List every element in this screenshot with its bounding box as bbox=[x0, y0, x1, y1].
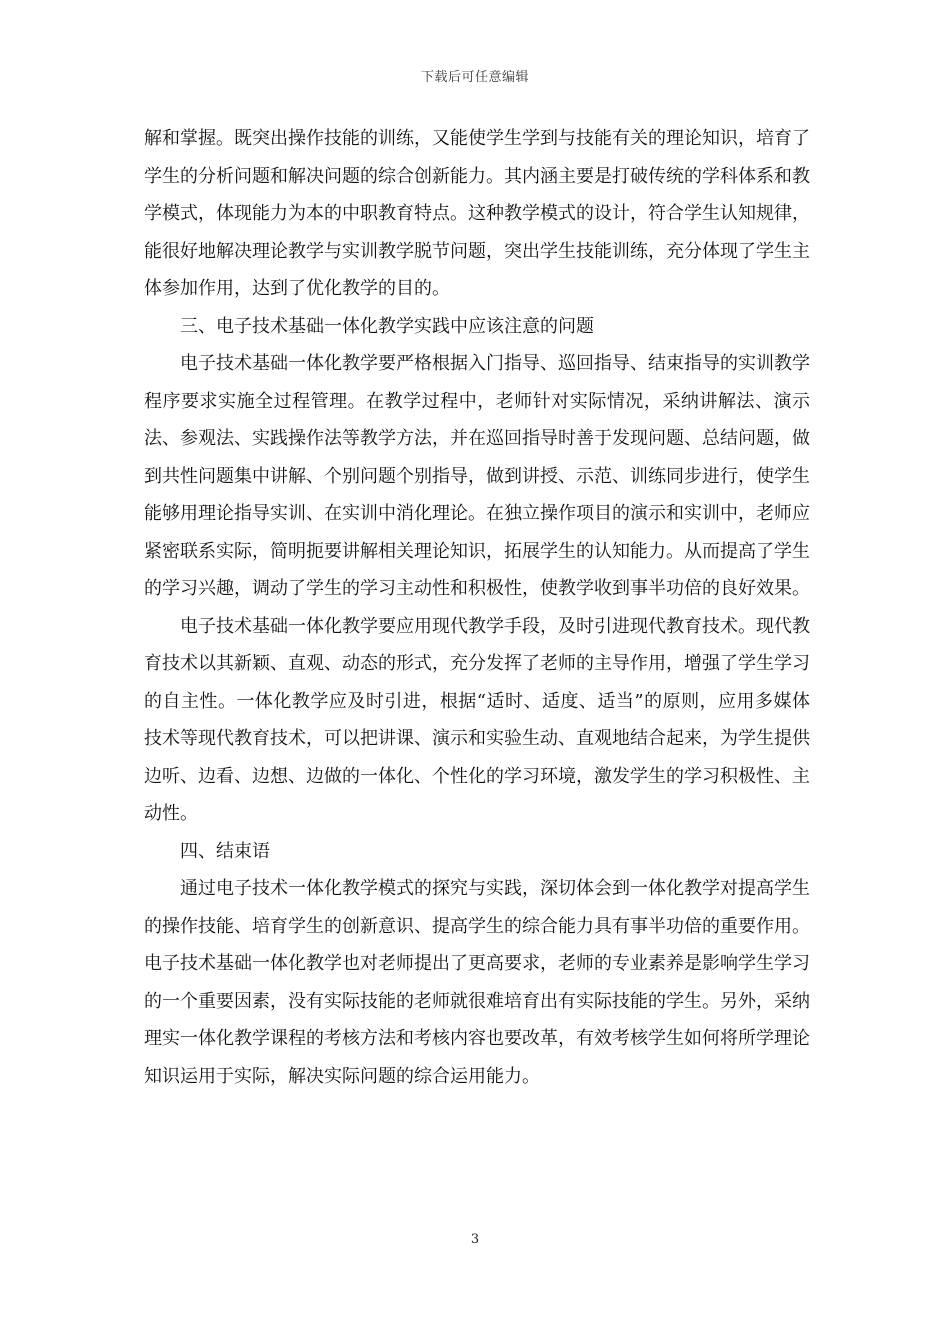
section-heading-3: 三、电子技术基础一体化教学实践中应该注意的问题 bbox=[180, 315, 594, 337]
paragraph-modern-technology: 电子技术基础一体化教学要应用现代教学手段，及时引进现代教育技术。现代教育技术以其新颖、直观、动态的形式，充分发挥了老师的主导作用，增强了学生学习的自主性。一体化教学应及时引进，根据“适时、适度、适当”的原则，应用多媒体技术等现代教育技术，可以把讲课、演示和实验生动、直观地结合起来，为学生提供边听、边看、边想、边做的一体化、个性化的学习环境，激发学生的学习积极性、主动性。 bbox=[144, 615, 810, 824]
document-body bbox=[144, 120, 810, 1095]
page-header: 下载后可任意编辑 bbox=[420, 70, 529, 85]
page-number: 3 bbox=[470, 1232, 480, 1247]
paragraph-implementation: 电子技术基础一体化教学要严格根据入门指导、巡回指导、结束指导的实训教学程序要求实施全过程管理。在教学过程中，老师针对实际情况，采纳讲解法、演示法、参观法、实践操作法等教学方法，并在巡回指导时善于发现问题、总结问题，做到共性问题集中讲解、个别问题个别指导，做到讲授、示范、训练同步进行，使学生能够用理论指导实训、在实训中消化理论。在独立操作项目的演示和实训中，老师应紧密联系实际，简明扼要讲解相关理论知识，拓展学生的认知能力。从而提高了学生的学习兴趣，调动了学生的学习主动性和积极性，使教学收到事半功倍的良好效果。 bbox=[144, 353, 810, 599]
paragraph-conclusion: 通过电子技术一体化教学模式的探究与实践，深切体会到一体化教学对提高学生的操作技能、培育学生的创新意识、提高学生的综合能力具有事半功倍的重要作用。电子技术基础一体化教学也对老师提出了更高要求，老师的专业素养是影响学生学习的一个重要因素，没有实际技能的老师就很难培育出有实际技能的学生。另外，采纳理实一体化教学课程的考核方法和考核内容也要改革，有效考核学生如何将所学理论知识运用于实际，解决实际问题的综合运用能力。 bbox=[144, 878, 810, 1087]
paragraph-continuation: 解和掌握。既突出操作技能的训练，又能使学生学到与技能有关的理论知识，培育了学生的分析问题和解决问题的综合创新能力。其内涵主要是打破传统的学科体系和教学模式，体现能力为本的中职教育特点。这种教学模式的设计，符合学生认知规律，能很好地解决理论教学与实训教学脱节问题，突出学生技能训练，充分体现了学生主体参加作用，达到了优化教学的目的。 bbox=[144, 128, 810, 299]
section-heading-4: 四、结束语 bbox=[180, 840, 270, 862]
